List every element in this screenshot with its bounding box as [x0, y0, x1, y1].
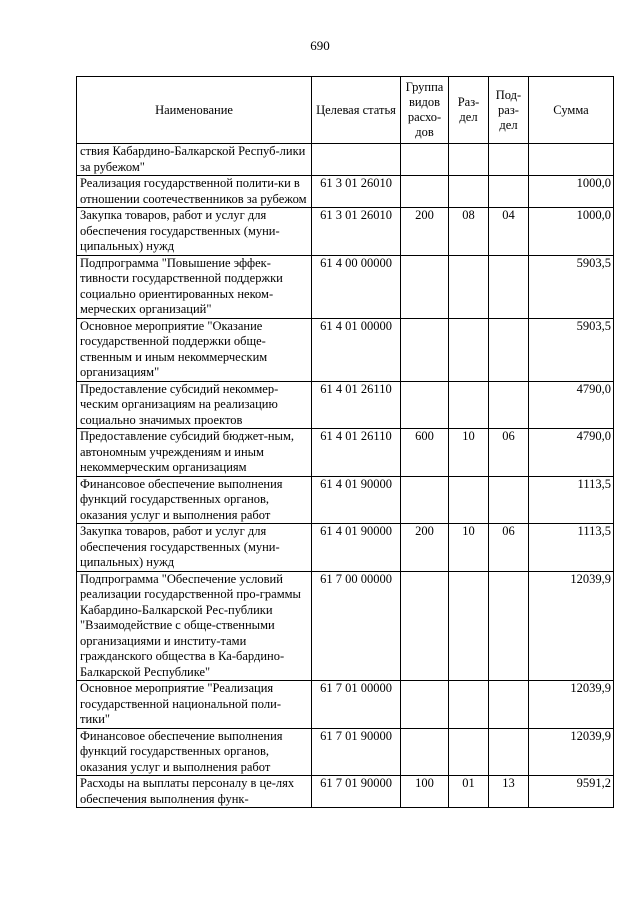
- table-row: [77, 776, 614, 808]
- row-group: [401, 176, 449, 208]
- header-sum: Сумма: [529, 77, 614, 144]
- row-article: 61 3 01 26010: [312, 176, 401, 208]
- row-subsection: [489, 681, 529, 729]
- row-name: Предоставление субсидий бюджет-ным, автономным учреждениям и иным некоммерческим организациям: [77, 429, 312, 477]
- row-group: [401, 571, 449, 681]
- page-number: 690: [310, 38, 330, 53]
- table-row: [77, 318, 614, 381]
- row-section: 08: [449, 208, 489, 256]
- row-sum: 9591,2: [529, 776, 614, 808]
- row-article: 61 7 00 00000: [312, 571, 401, 681]
- row-group: [401, 381, 449, 429]
- row-article: 61 4 01 90000: [312, 524, 401, 572]
- row-group: [401, 144, 449, 176]
- row-section: 10: [449, 524, 489, 572]
- row-article: 61 4 00 00000: [312, 255, 401, 318]
- row-sum: 1000,0: [529, 208, 614, 256]
- row-subsection: 06: [489, 429, 529, 477]
- row-sum: 12039,9: [529, 571, 614, 681]
- header-name: Наименование: [77, 77, 312, 144]
- row-name: Предоставление субсидий некоммер-ческим организациям на реализацию социально значимых проектов: [77, 381, 312, 429]
- row-group: 100: [401, 776, 449, 808]
- header-subsection: Под-раз-дел: [489, 77, 529, 144]
- budget-table: [76, 76, 614, 808]
- row-section: [449, 728, 489, 776]
- row-name: Реализация государственной полити-ки в отношении соотечественников за рубежом: [77, 176, 312, 208]
- row-group: [401, 728, 449, 776]
- row-subsection: 04: [489, 208, 529, 256]
- row-name: Финансовое обеспечение выполнения функций государственных органов, оказания услуг и выполнения работ: [77, 476, 312, 524]
- table-header-row: [77, 77, 614, 144]
- row-name: Основное мероприятие "Оказание государственной поддержки обще-ственным и иным некоммерческим организациям": [77, 318, 312, 381]
- row-section: 01: [449, 776, 489, 808]
- row-group: [401, 476, 449, 524]
- row-sum: 1113,5: [529, 476, 614, 524]
- row-group: 600: [401, 429, 449, 477]
- row-subsection: [489, 318, 529, 381]
- row-sum: 1000,0: [529, 176, 614, 208]
- table-row: [77, 255, 614, 318]
- row-subsection: [489, 176, 529, 208]
- row-article: 61 4 01 90000: [312, 476, 401, 524]
- row-section: [449, 381, 489, 429]
- row-name: Закупка товаров, работ и услуг для обеспечения государственных (муни-ципальных) нужд: [77, 208, 312, 256]
- row-sum: 5903,5: [529, 318, 614, 381]
- row-section: [449, 571, 489, 681]
- row-section: [449, 255, 489, 318]
- row-section: [449, 476, 489, 524]
- table-row: [77, 429, 614, 477]
- row-subsection: [489, 728, 529, 776]
- table-row: [77, 728, 614, 776]
- row-group: 200: [401, 524, 449, 572]
- header-group: Группа видов расхо-дов: [401, 77, 449, 144]
- table-row: [77, 476, 614, 524]
- row-section: [449, 318, 489, 381]
- row-name: ствия Кабардино-Балкарской Респуб-лики за рубежом": [77, 144, 312, 176]
- row-subsection: 13: [489, 776, 529, 808]
- row-article: 61 3 01 26010: [312, 208, 401, 256]
- header-article: Целевая статья: [312, 77, 401, 144]
- row-group: [401, 318, 449, 381]
- row-section: 10: [449, 429, 489, 477]
- table-row: [77, 571, 614, 681]
- row-sum: 4790,0: [529, 429, 614, 477]
- row-article: 61 7 01 90000: [312, 728, 401, 776]
- row-subsection: [489, 476, 529, 524]
- row-name: Финансовое обеспечение выполнения функций государственных органов, оказания услуг и выполнения работ: [77, 728, 312, 776]
- row-name: Подпрограмма "Обеспечение условий реализации государственной про-граммы Кабардино-Балкарской Рес-публики "Взаимодействие с обще-ственными организациями и институ-тами гражданского общества в Ка-бардино-Балкарской Республике": [77, 571, 312, 681]
- table-row: [77, 381, 614, 429]
- table-row: [77, 208, 614, 256]
- row-article: 61 7 01 00000: [312, 681, 401, 729]
- row-name: Закупка товаров, работ и услуг для обеспечения государственных (муни-ципальных) нужд: [77, 524, 312, 572]
- row-name: Подпрограмма "Повышение эффек-тивности государственной поддержки социально ориентированных неком-мерческих организаций": [77, 255, 312, 318]
- row-name: Основное мероприятие "Реализация государственной национальной поли-тики": [77, 681, 312, 729]
- row-sum: 12039,9: [529, 681, 614, 729]
- row-section: [449, 681, 489, 729]
- row-article: 61 4 01 26110: [312, 429, 401, 477]
- row-sum: [529, 144, 614, 176]
- row-subsection: [489, 255, 529, 318]
- row-section: [449, 176, 489, 208]
- row-group: [401, 681, 449, 729]
- row-subsection: [489, 571, 529, 681]
- row-sum: 5903,5: [529, 255, 614, 318]
- row-group: [401, 255, 449, 318]
- row-name: Расходы на выплаты персоналу в це-лях обеспечения выполнения функ-: [77, 776, 312, 808]
- table-row: [77, 681, 614, 729]
- row-article: [312, 144, 401, 176]
- row-group: 200: [401, 208, 449, 256]
- row-article: 61 4 01 26110: [312, 381, 401, 429]
- table-row: [77, 176, 614, 208]
- row-subsection: [489, 381, 529, 429]
- row-section: [449, 144, 489, 176]
- row-sum: 4790,0: [529, 381, 614, 429]
- row-article: 61 7 01 90000: [312, 776, 401, 808]
- row-article: 61 4 01 00000: [312, 318, 401, 381]
- row-subsection: 06: [489, 524, 529, 572]
- row-sum: 1113,5: [529, 524, 614, 572]
- table-row: [77, 524, 614, 572]
- table-row: [77, 144, 614, 176]
- row-sum: 12039,9: [529, 728, 614, 776]
- row-subsection: [489, 144, 529, 176]
- header-section: Раз-дел: [449, 77, 489, 144]
